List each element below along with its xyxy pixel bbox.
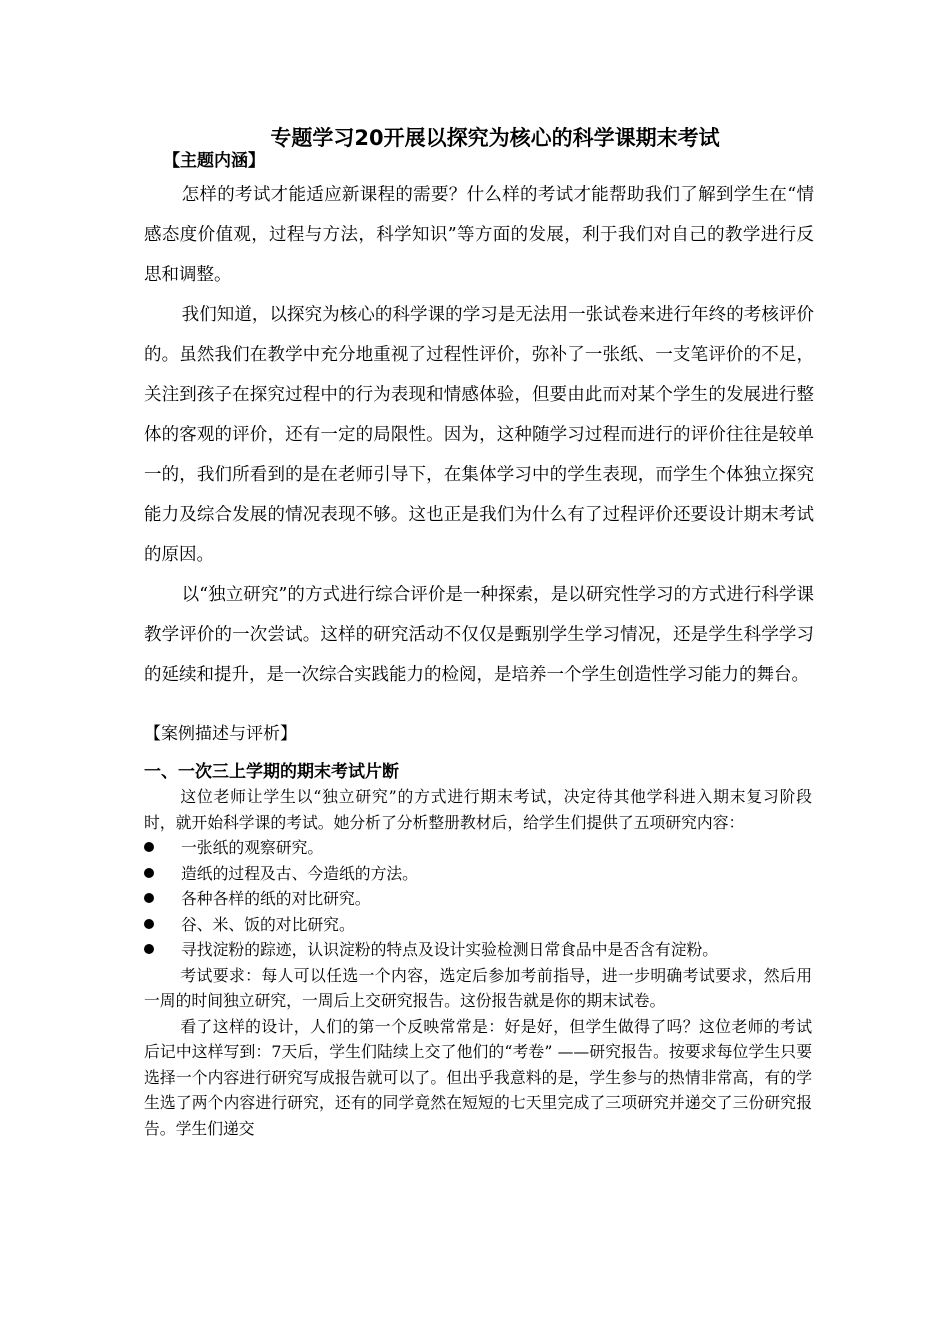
bullet-icon xyxy=(144,893,154,903)
bullet-icon xyxy=(144,919,154,929)
list-item xyxy=(144,835,812,861)
bullet-icon xyxy=(144,842,154,852)
list-item xyxy=(144,912,812,938)
paragraph: 我们知道，以探究为核心的科学课的学习是无法用一张试卷来进行年终的考核评价的。虽然我们在教学中充分地重视了过程性评价，弥补了一张纸、一支笔评价的不足，关注到孩子在探究过程中的行为表现和情感体验，但要由此而对某个学生的发展进行整体的客观的评价，还有一定的局限性。因为，这种随学习过程而进行的评价往往是较单一的，我们所看到的是在老师引导下，在集体学习中的学生表现，而学生个体独立探究能力及综合发展的情况表现不够。这也正是我们为什么有了过程评价还要设计期末考试的原因。 xyxy=(144,305,814,565)
section-case-body xyxy=(144,784,812,1141)
list-item-text: 造纸的过程及古、今造纸的方法。 xyxy=(181,863,418,883)
subsection-heading: 一、一次三上学期的期末考试片断 xyxy=(144,762,399,782)
list-item-text: 谷、米、饭的对比研究。 xyxy=(181,914,355,934)
paragraph: 怎样的考试才能适应新课程的需要？什么样的考试才能帮助我们了解到学生在“情感态度价值观，过程与方法，科学知识”等方面的发展，利于我们对自己的教学进行反思和调整。 xyxy=(144,185,814,285)
document-title: 专题学习20开展以探究为核心的科学课期末考试 xyxy=(270,126,720,150)
paragraph: 这位老师让学生以“独立研究”的方式进行期末考试，决定待其他学科进入期末复习阶段时，就开始科学课的考试。她分析了分析整册教材后，给学生们提供了五项研究内容： xyxy=(144,787,812,832)
bullet-icon xyxy=(144,868,154,878)
research-topic-list xyxy=(144,835,812,963)
section-theme-body xyxy=(144,175,814,695)
section-heading-theme: 【主题内涵】 xyxy=(163,151,265,171)
list-item xyxy=(144,886,812,912)
list-item xyxy=(144,937,812,963)
section-heading-case: 【案例描述与评析】 xyxy=(144,724,297,744)
list-item xyxy=(144,861,812,887)
paragraph: 考试要求：每人可以任选一个内容，选定后参加考前指导，进一步明确考试要求，然后用一周的时间独立研究，一周后上交研究报告。这份报告就是你的期末试卷。 xyxy=(144,965,812,1010)
paragraph: 以“独立研究”的方式进行综合评价是一种探索，是以研究性学习的方式进行科学课教学评价的一次尝试。这样的研究活动不仅仅是甄别学生学习情况，还是学生科学学习的延续和提升，是一次综合实践能力的检阅，是培养一个学生创造性学习能力的舞台。 xyxy=(144,585,814,685)
bullet-icon xyxy=(144,944,154,954)
list-item-text: 一张纸的观察研究。 xyxy=(181,838,324,857)
paragraph: 看了这样的设计，人们的第一个反映常常是：好是好，但学生做得了吗？这位老师的考试后记中这样写到：7天后，学生们陆续上交了他们的“考卷” ——研究报告。按要求每位学生只要选择一个内容进行研究写成报告就可以了。但出乎我意料的是，学生参与的热情非常高，有的学生选了两个内容进行研究，还有的同学竟然在短短的七天里完成了三项研究并递交了三份研究报告。学生们递交 xyxy=(144,1016,812,1138)
list-item-text: 各种各样的纸的对比研究。 xyxy=(181,889,371,908)
list-item-text: 寻找淀粉的踪迹，认识淀粉的特点及设计实验检测日常食品中是否含有淀粉。 xyxy=(181,940,719,959)
